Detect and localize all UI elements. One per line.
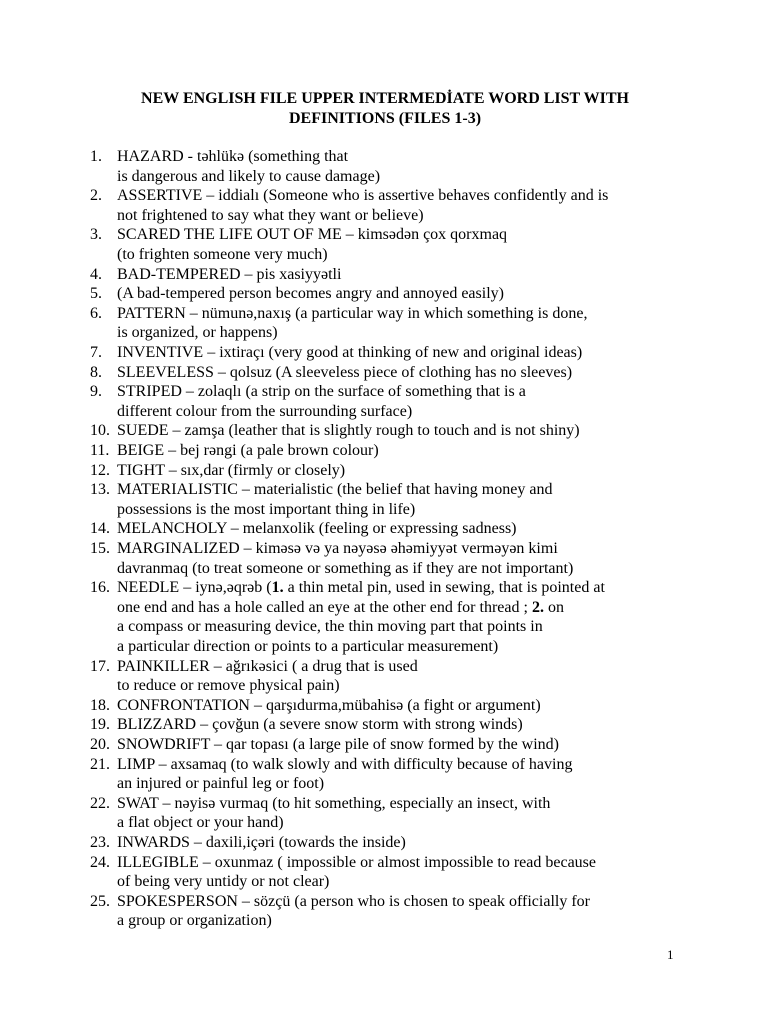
entry-text-line: is organized, or happens) (117, 324, 278, 342)
entry-number: 18. (90, 696, 110, 714)
entry-text-line: MATERIALISTIC – materialistic (the belief that having money and (117, 481, 553, 499)
entry-text-line: INWARDS – daxili,içəri (towards the inside) (117, 834, 406, 851)
entry-text-line: INVENTIVE – ixtiraçı (very good at thinking of new and original ideas) (117, 344, 583, 361)
entry-text-line: MELANCHOLY – melanxolik (feeling or expressing sadness) (117, 520, 517, 538)
entry-number: 14. (90, 520, 110, 538)
entry-text-line: of being very untidy or not clear) (117, 873, 330, 891)
entry-text-line: NEEDLE – iynə,əqrəb (1. a thin metal pin, used in sewing, that is pointed at (117, 579, 605, 597)
entry-text-line: (A bad-tempered person becomes angry and annoyed easily) (117, 285, 504, 303)
entry-text-line: a flat object or your hand) (117, 814, 284, 832)
entry-text-line: not frightened to say what they want or believe) (117, 206, 424, 224)
entry-number: 22. (90, 794, 110, 812)
entry-number: 9. (90, 383, 102, 401)
entry-number: 10. (90, 422, 110, 440)
entry-text-line: BEIGE – bej rəngi (a pale brown colour) (117, 442, 379, 459)
entry-text-line: is dangerous and likely to cause damage) (117, 167, 381, 185)
page-title: NEW ENGLISH FILE UPPER INTERMEDİATE WORD LIST WITH DEFINITIONS (FILES 1-3) (141, 90, 629, 127)
entry-number: 19. (90, 716, 110, 734)
entry-number: 12. (90, 461, 110, 479)
entry-number: 24. (90, 853, 110, 871)
entry-text-line: ILLEGIBLE – oxunmaz ( impossible or almost impossible to read because (117, 853, 596, 871)
entry-text-line: SNOWDRIFT – qar topası (a large pile of snow formed by the wind) (117, 736, 559, 753)
entry-text-line: SPOKESPERSON – sözçü (a person who is chosen to speak officially for (117, 892, 590, 910)
entry-text-line: SWAT – nəyisə vurmaq (to hit something, especially an insect, with (117, 794, 551, 812)
entry-text-line: PAINKILLER – ağrıkəsici ( a drug that is used (117, 657, 418, 675)
entry-text-line: MARGINALIZED – kiməsə və ya nəyəsə əhəmiyyət verməyən kimi (117, 540, 558, 557)
entry-number: 6. (90, 304, 102, 322)
entry-number: 8. (90, 363, 102, 381)
entry-number: 13. (90, 481, 110, 499)
entry-number: 7. (90, 344, 102, 361)
entry-number: 3. (90, 226, 102, 244)
entry-text-line: HAZARD - təhlükə (something that (117, 148, 349, 165)
entry-text-line: a compass or measuring device, the thin moving part that points in (117, 618, 543, 636)
entry-number: 20. (90, 736, 110, 753)
entry-text-line: possessions is the most important thing in life) (117, 500, 416, 518)
entry-text-line: STRIPED – zolaqlı (a strip on the surface of something that is a (117, 383, 526, 401)
entry-number: 23. (90, 834, 110, 851)
entry-text-line: (to frighten someone very much) (117, 246, 328, 263)
entry-number: 5. (90, 285, 102, 303)
entry-number: 2. (90, 187, 102, 205)
entry-number: 25. (90, 892, 110, 910)
entry-number: 16. (90, 579, 110, 597)
entry-number: 1. (90, 148, 102, 165)
entry-text-line: SUEDE – zamşa (leather that is slightly rough to touch and is not shiny) (117, 422, 580, 440)
entry-number: 21. (90, 755, 110, 773)
entry-text-line: PATTERN – nümunə,naxış (a particular way in which something is done, (117, 304, 588, 322)
entry-text-line: an injured or painful leg or foot) (117, 775, 325, 793)
entry-text-line: a particular direction or points to a particular measurement) (117, 638, 499, 655)
entry-text-line: CONFRONTATION – qarşıdurma,mübahisə (a fight or argument) (117, 696, 541, 714)
entry-number: 17. (90, 657, 110, 675)
entry-text-line: SLEEVELESS – qolsuz (A sleeveless piece of clothing has no sleeves) (117, 363, 573, 381)
entry-text-line: one end and has a hole called an eye at the other end for thread ; 2. on (117, 598, 564, 616)
entry-text-line: a group or organization) (117, 912, 272, 930)
entry-number: 11. (90, 442, 110, 459)
entry-text-line: SCARED THE LIFE OUT OF ME – kimsədən çox qorxmaq (117, 226, 508, 244)
entry-number: 15. (90, 540, 110, 557)
entry-text-line: BAD-TEMPERED – pis xasiyyətli (117, 265, 342, 283)
entry-text-line: BLIZZARD – çovğun (a severe snow storm with strong winds) (117, 716, 523, 734)
entry-text-line: davranmaq (to treat someone or something as if they are not important) (117, 559, 574, 577)
entry-text-line: LIMP – axsamaq (to walk slowly and with difficulty because of having (117, 755, 573, 773)
page-number: 1 (667, 947, 674, 962)
entry-number: 4. (90, 265, 102, 283)
entry-text-line: TIGHT – sıx,dar (firmly or closely) (117, 461, 346, 479)
entry-text-line: different colour from the surrounding surface) (117, 402, 413, 420)
entry-text-line: ASSERTIVE – iddialı (Someone who is assertive behaves confidently and is (117, 187, 609, 205)
entry-text-line: to reduce or remove physical pain) (117, 677, 340, 695)
